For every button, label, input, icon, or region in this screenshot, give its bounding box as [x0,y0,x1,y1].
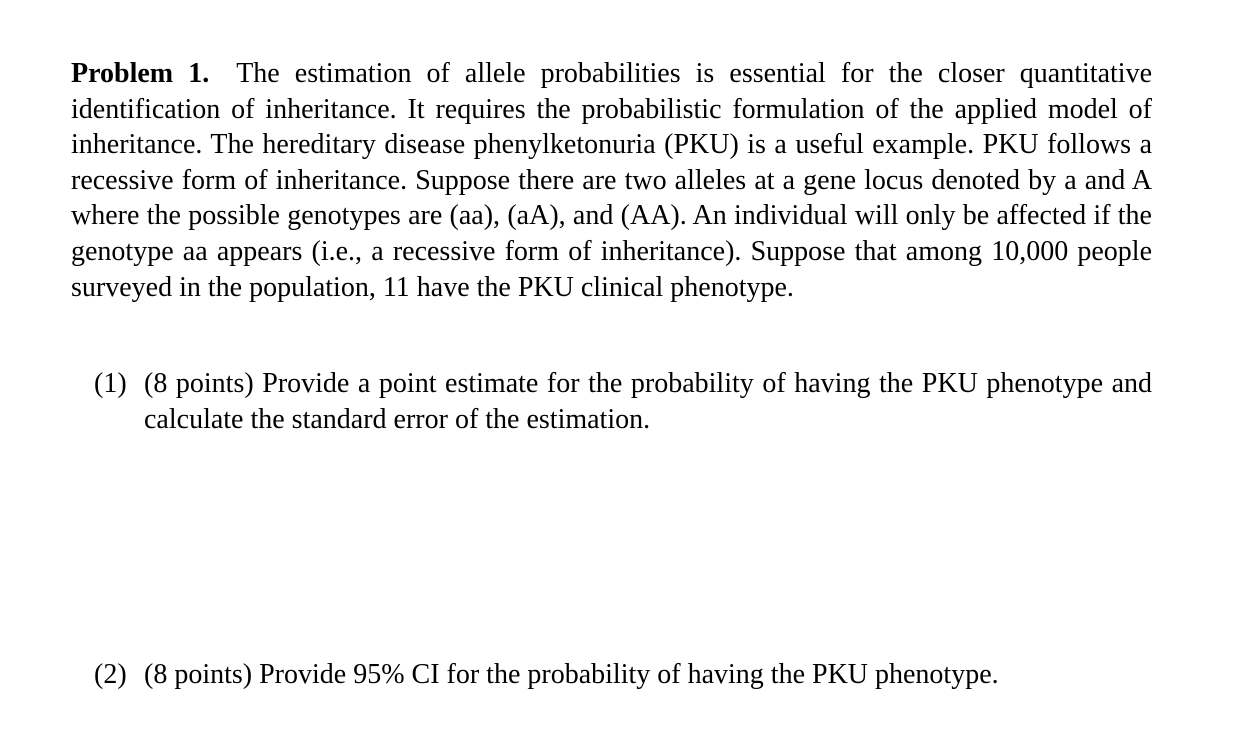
part-number: (1) [94,368,127,399]
part-number: (2) [94,659,127,690]
problem-title: Problem 1. [71,58,210,89]
problem-statement [71,56,1152,305]
problem-body: The estimation of allele probabilities is essential for the closer quantitative identification of inheritance. It requires the probabilistic formulation of the applied model of inheritance. The hereditary disease phenylketonuria (PKU) is a useful example. PKU follows a recessive form of inheritance. Suppose there are two alleles at a gene locus denoted by a and A where the possible genotypes are (aa), (aA), and (AA). An individual will only be affected if the genotype aa appears (i.e., a recessive form of inheritance). Suppose that among 10,000 people surveyed in the population, 11 have the PKU clinical phenotype. [71,58,1152,303]
part-text: (8 points) Provide 95% CI for the probability of having the PKU phenotype. [144,659,999,690]
part-text: (8 points) Provide a point estimate for the probability of having the PKU phenotype and calculate the standard error of the estimation. [144,368,1152,435]
question-part-2 [94,657,1152,693]
question-part-1 [94,366,1152,437]
